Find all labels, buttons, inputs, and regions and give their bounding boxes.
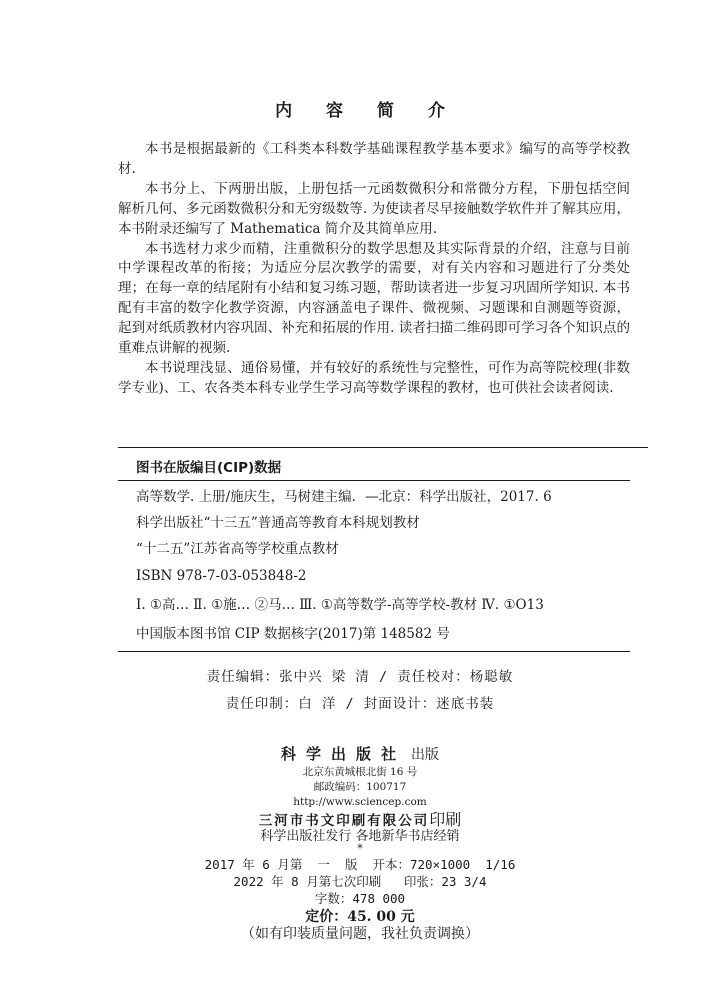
cip-series: “十二五”江苏省高等学校重点教材 [136, 541, 339, 557]
intro-paragraph: 本书说理浅显、通俗易懂，并有较好的系统性与完整性，可作为高等院校理(非数学专业)、工、农各类本科专业学生学习高等数学课程的教材，也可供社会读者阅读. [118, 359, 630, 396]
production-credits: 责任印制：白 洋 / 封面设计：迷底书装 [225, 696, 495, 712]
printer-suffix: 印刷 [429, 810, 462, 829]
publisher-url: http://www.sciencep.com [293, 796, 427, 808]
editor-credits: 责任编辑：张中兴 梁 清 / 责任校对：杨聪敏 [206, 669, 514, 685]
intro-paragraph: 本书是根据最新的《工科类本科数学基础课程教学基本要求》编写的高等学校教材. [118, 141, 630, 177]
cip-classification: Ⅰ. ①高… Ⅱ. ①施… ②马… Ⅲ. ①高等数学-高等学校-教材 Ⅳ. ①O13 [136, 597, 544, 613]
word-count: 字数：478 000 [314, 891, 406, 906]
cip-header: 图书在版编目(CIP)数据 [118, 447, 648, 478]
cip-bottom-rule [118, 651, 630, 652]
publisher-suffix: 出版 [411, 747, 440, 763]
distribution-line: 科学出版社发行 各地新华书店经销 [260, 829, 460, 844]
price: 定价：45. 00 元 [305, 909, 415, 925]
publisher-line [0, 743, 720, 764]
publisher-name: 科学出版社 [280, 745, 406, 763]
separator-mark: * [357, 842, 363, 855]
printing-line: 2022 年 8 月第七次印刷 印张：23 3/4 [233, 874, 487, 889]
quality-note: （如有印装质量问题，我社负责调换） [241, 926, 479, 942]
cip-body [136, 484, 630, 649]
printer-name: 三河市书文印刷有限公司 [258, 813, 430, 829]
cip-citation: 高等数学. 上册/施庆生，马树建主编．—北京：科学出版社，2017. 6 [136, 489, 552, 505]
cip-series: 科学出版社“十三五”普通高等教育本科规划教材 [136, 515, 420, 531]
publisher-postcode: 邮政编码：100717 [313, 781, 407, 793]
cip-record: 中国版本图书馆 CIP 数据核字(2017)第 148582 号 [136, 626, 450, 642]
edition-line: 2017 年 6 月第 一 版 开本：720×1000 1/16 [204, 857, 516, 872]
publisher-address: 北京东黄城根北街 16 号 [302, 766, 418, 778]
intro-section [118, 140, 630, 399]
cip-divider [118, 480, 630, 481]
intro-paragraph: 本书分上、下两册出版，上册包括一元函数微积分和常微分方程，下册包括空间解析几何、多元函数微积分和无穷级数等. 为使读者尽早接触数学软件并了解其应用，本书附录还编写了 Mathematica 简介及其简单应用. [118, 180, 630, 237]
intro-paragraph: 本书选材力求少而精，注重微积分的数学思想及其实际背景的介绍，注意与目前中学课程改革的衔接；为适应分层次教学的需要，对有关内容和习题进行了分类处理；在每一章的结尾附有小结和复习练习题，帮助读者进一步复习巩固所学知识. 本书配有丰富的数字化教学资源，内容涵盖电子课件、微视频、习题课和自测题等资源，起到对纸质教材内容巩固、补充和拓展的作用. 读者扫描二维码即可学习各个知识点的重难点讲解的视频. [118, 240, 630, 357]
page-title: 内 容 简 介 [275, 101, 459, 121]
cip-isbn: ISBN 978-7-03-053848-2 [136, 568, 307, 584]
